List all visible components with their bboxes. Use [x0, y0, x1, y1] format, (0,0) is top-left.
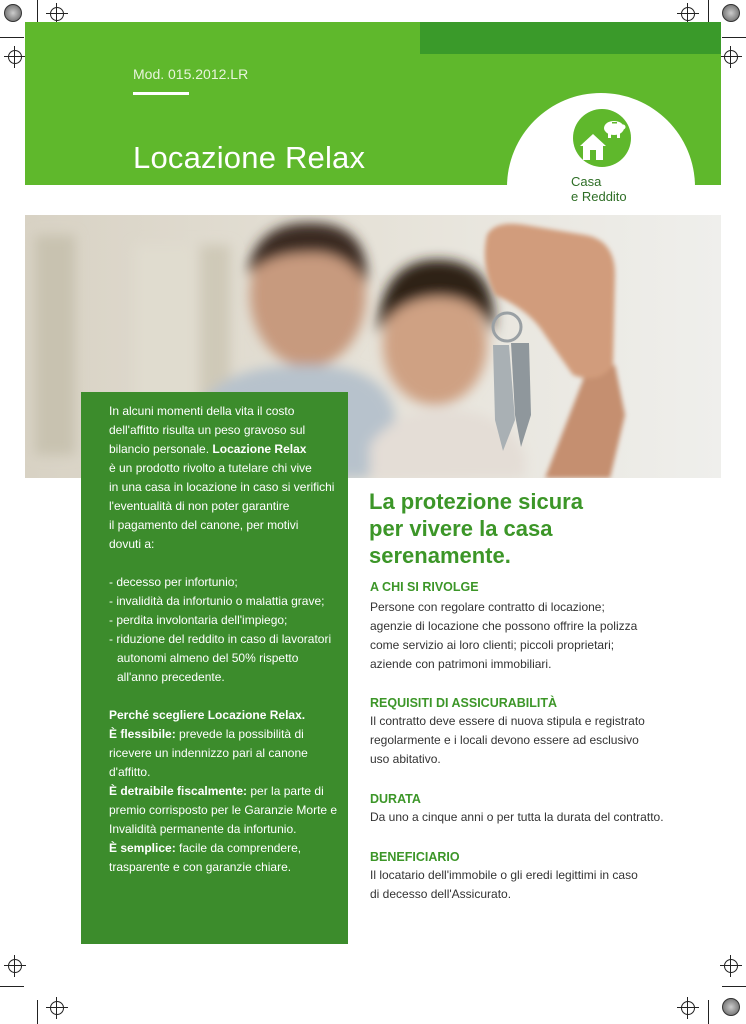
registration-mark-icon — [724, 50, 738, 64]
crop-mark — [0, 986, 24, 987]
body-line: uso abitativo. — [370, 752, 441, 766]
page-title: Locazione Relax — [133, 140, 366, 175]
intro-line — [109, 440, 341, 459]
registration-mark-icon — [8, 959, 22, 973]
tagline-line: serenamente. — [369, 543, 511, 568]
feature-text: prevede la possibilità di — [175, 727, 304, 741]
section-body-target — [370, 598, 700, 674]
product-name: Locazione Relax — [212, 442, 307, 456]
intro-line: dovuti a: — [109, 537, 155, 551]
section-heading-beneficiary: BENEFICIARIO — [370, 850, 460, 864]
registration-mark-icon — [8, 50, 22, 64]
body-line: agenzie di locazione che possono offrire la polizza — [370, 619, 638, 633]
intro-line: In alcuni momenti della vita il costo — [109, 404, 295, 418]
crop-mark — [37, 0, 38, 24]
section-body-requirements — [370, 712, 700, 769]
crop-mark — [722, 986, 746, 987]
tagline — [369, 488, 699, 569]
risk-item: - decesso per infortunio; — [109, 575, 238, 589]
intro-line: in una casa in locazione in caso si verifichi — [109, 480, 335, 494]
registration-mark-icon — [50, 7, 64, 21]
feature-label: È semplice: — [109, 841, 176, 855]
crop-mark — [37, 1000, 38, 1024]
risk-item-cont: autonomi almeno del 50% rispetto — [117, 651, 299, 665]
why-heading — [109, 706, 341, 725]
body-line: di decesso dell'Assicurato. — [370, 887, 512, 901]
section-heading-target: A CHI SI RIVOLGE — [370, 580, 479, 594]
house-piggybank-logo-icon — [572, 108, 632, 168]
intro-line: è un prodotto rivolto a tutelare chi vive — [109, 461, 312, 475]
crop-mark — [722, 37, 746, 38]
model-code: Mod. 015.2012.LR — [133, 66, 249, 82]
intro-line: dell'affitto risulta un peso gravoso sul — [109, 423, 306, 437]
intro-line: l'eventualità di non poter garantire — [109, 499, 290, 513]
crop-mark — [708, 1000, 709, 1024]
feature-line: premio corrisposto per le Garanzie Morte e — [109, 803, 338, 817]
tagline-line: per vivere la casa — [369, 516, 553, 541]
crop-mark — [708, 0, 709, 24]
body-line: Il contratto deve essere di nuova stipula e registrato — [370, 714, 645, 728]
section-body-beneficiary — [370, 866, 700, 904]
feature-line — [109, 782, 341, 801]
crop-mark — [0, 37, 24, 38]
intro-text-run: bilancio personale. — [109, 442, 213, 456]
feature-line: trasparente e con garanzie chiare. — [109, 860, 292, 874]
logo-line-2: e Reddito — [571, 189, 627, 204]
risk-item: - perdita involontaria dell'impiego; — [109, 613, 288, 627]
feature-line: d'affitto. — [109, 765, 151, 779]
body-line: Da uno a cinque anni o per tutta la durata del contratto. — [370, 810, 664, 824]
section-body-duration — [370, 808, 700, 827]
feature-line: ricevere un indennizzo pari al canone — [109, 746, 308, 760]
color-swatch-icon — [722, 4, 740, 22]
body-line: Persone con regolare contratto di locazione; — [370, 600, 605, 614]
body-line: Il locatario dell'immobile o gli eredi legittimi in caso — [370, 868, 638, 882]
feature-line: Invalidità permanente da infortunio. — [109, 822, 297, 836]
feature-line — [109, 839, 341, 858]
registration-mark-icon — [724, 959, 738, 973]
registration-mark-icon — [681, 1001, 695, 1015]
section-heading-requirements: REQUISITI DI ASSICURABILITÀ — [370, 696, 558, 710]
feature-text: per la parte di — [247, 784, 324, 798]
feature-label: È flessibile: — [109, 727, 176, 741]
risk-item-cont: all'anno precedente. — [117, 670, 225, 684]
registration-mark-icon — [50, 1001, 64, 1015]
logo-line-1: Casa — [571, 174, 602, 189]
body-line: regolarmente e i locali devono essere ad esclusivo — [370, 733, 639, 747]
section-heading-duration: DURATA — [370, 792, 421, 806]
feature-text: facile da comprendere, — [175, 841, 302, 855]
why-heading-text: Perché scegliere Locazione Relax. — [109, 708, 306, 722]
color-swatch-icon — [4, 4, 22, 22]
feature-line — [109, 725, 341, 744]
risk-item: - invalidità da infortunio o malattia grave; — [109, 594, 325, 608]
color-swatch-icon — [722, 998, 740, 1016]
logo-wordmark — [571, 174, 627, 204]
header-underline — [133, 92, 189, 95]
intro-text — [109, 402, 341, 877]
body-line: come servizio ai loro clienti; piccoli proprietari; — [370, 638, 615, 652]
intro-line: il pagamento del canone, per motivi — [109, 518, 299, 532]
registration-mark-icon — [681, 7, 695, 21]
feature-label: È detraibile fiscalmente: — [109, 784, 248, 798]
header-accent-strip — [420, 22, 721, 54]
risk-item: - riduzione del reddito in caso di lavoratori — [109, 632, 332, 646]
tagline-line: La protezione sicura — [369, 489, 583, 514]
body-line: aziende con patrimoni immobiliari. — [370, 657, 552, 671]
